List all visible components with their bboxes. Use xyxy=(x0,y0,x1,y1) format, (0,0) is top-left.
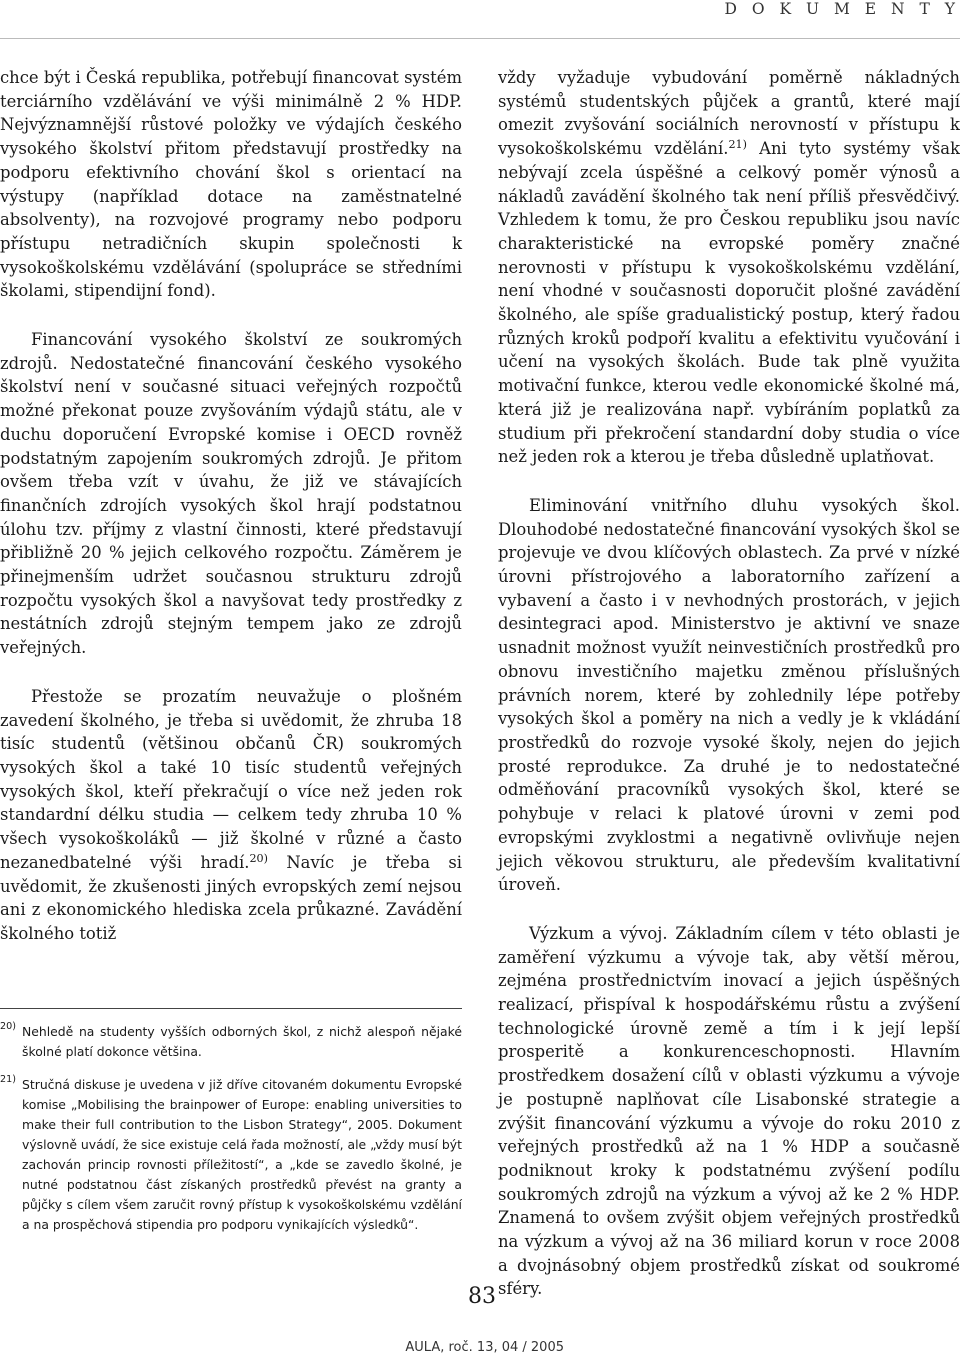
footnote-text: Nehledě na studenty vyšších odborných škol, z nichž alespoň nějaké školné platí dokonce většina. xyxy=(22,1024,462,1059)
left-paragraph-3-text-a: Přestože se prozatím neuvažuje o plošném zavedení školného, je třeba si uvědomit, že zhruba 18 tisíc studentů (většinou občanů ČR) soukromých vysokých škol a také 10 tisíc studentů veřejných vysokých škol, kteří překračují o více než jeden rok standardní délku studia — celkem tedy zhruba 10 % všech vysokoškoláků — již školné v různé a často nezanedbatelné výši hradí. xyxy=(0,686,462,872)
footnote-ref-21: 21) xyxy=(728,138,747,152)
footnote-mark: 21) xyxy=(0,1074,16,1085)
footnote-21 xyxy=(0,1075,462,1235)
footnotes xyxy=(0,1022,462,1248)
left-paragraph-1: chce být i Česká republika, potřebují financovat systém terciárního vzdělávání ve výši minimálně 2 % HDP. Nejvýznamnější růstové položky ve výdajích českého vysokého školství přitom představují prostředky na podporu efektivního chování škol s orientací na výstupy (například dotace na zaměstnatelné absolventy), na rozvojové programy nebo podporu přístupu netradičních skupin společnosti k vysokoškolskému vzdělávání (spolupráce se středními školami, stipendijní fond). xyxy=(0,68,462,301)
section-header: D O K U M E N T Y xyxy=(724,0,960,18)
right-paragraph-1-text-b: Ani tyto systémy však nebývají zcela úspěšné a celkový poměr výnosů a nákladů zavádění školného tak není příliš přesvědčivý. Vzhledem k tomu, že pro Českou republiku jsou navíc charakteristické na evropské poměry značné nerovnosti v přístupu k vysokoškolskému vzdělání, není vhodné v současnosti doporučit plošné zavádění školného, ale spíše gradualistický postup, který řadou různých kroků podpoří kvalitu a efektivitu vyučování i učení na vysokých školách. Bude tak plně využita motivační funkce, kterou vedle ekonomické školné má, která již je realizována např. vybíráním poplatků za studium při překročení standardní doby studia o více než jeden rok a kterou je třeba důsledně uplatňovat. xyxy=(498,139,960,467)
footnote-text: Stručná diskuse je uvedena v již dříve citovaném dokumentu Evropské komise „Mobilising the brainpower of Europe: enabling universities to make their full contribution to the Lisbon Strategy“, 2005. Dokument výslovně uvádí, že sice existuje celá řada možností, ale „vždy musí být zachován princip rovnosti příležitostí“, a „kde se zavedlo školné, je nutné podstatnou část získaných prostředků převést na granty a půjčky s cílem všem zaručit rovný přístup k vysokoškolskému vzdělání a na prospěchová stipendia pro podporu vynikajících výsledků“. xyxy=(22,1077,462,1232)
page-number: 83 xyxy=(468,1284,496,1309)
left-paragraph-3-text-b: Navíc je třeba si uvědomit, že zkušenosti jiných evropských zemí nejsou ani z ekonomického hlediska zcela průkazné. Zavádění školného totiž xyxy=(0,852,462,943)
right-paragraph-3: Výzkum a vývoj. Základním cílem v této oblasti je zaměření výzkumu a vývoje tak, aby větší měrou, zejména prostřednictvím inovací a jejich úspěšných realizací, přispíval k hospodářskému růstu a zvýšení technologické úrovně země a tím i k její lepší prosperitě a konkurenceschopnosti. Hlavním prostředkem dosažení cílů v oblasti výzkumu a vývoje je postupně naplňovat cíle Lisabonské strategie a zvýšit financování výzkumu a vývoje do roku 2010 z veřejných prostředků až na 1 % HDP a současně podniknout kroky k podstatnému zvýšení podílu soukromých zdrojů na výzkum a vývoj až ke 2 % HDP. Znamená to ovšem zvýšit objem veřejných prostředků na výzkum a vývoj až na 36 miliard korun v roce 2008 a dvojnásobný objem prostředků získat od soukromé sféry. xyxy=(498,923,960,1299)
issue-info: AULA, roč. 13, 04 / 2005 xyxy=(405,1340,564,1355)
right-paragraph-1-text-a: vždy vyžaduje vybudování poměrně nákladných systémů studentských půjček a grantů, které mají omezit zvyšování sociálních nerovností v přístupu k vysokoškolskému vzdělání. xyxy=(498,68,960,159)
footnote-mark: 20) xyxy=(0,1021,16,1032)
left-paragraph-3 xyxy=(0,685,462,946)
footnote-20 xyxy=(0,1022,462,1062)
right-paragraph-1 xyxy=(498,66,960,469)
footnote-rule xyxy=(0,1008,462,1009)
footnote-ref-20: 20) xyxy=(249,852,268,865)
left-column xyxy=(0,66,462,946)
left-paragraph-2: Financování vysokého školství ze soukromých zdrojů. Nedostatečné financování českého vysokého školství není v současné situaci veřejných rozpočtů možné překonat pouze zvyšováním výdajů státu, ale v duchu doporučení Evropské komise i OECD rovněž podstatným zapojením soukromých zdrojů. Je přitom ovšem třeba vzít v úvahu, že již ve stávajících finančních zdrojích vysokých škol hrají podstatnou úlohu tzv. příjmy z vlastní činnosti, které představují přibližně 20 % jejich celkového rozpočtu. Záměrem je přinejmenším udržet současnou strukturu zdrojů rozpočtu vysokých škol a navyšovat tedy prostředky z nestátních zdrojů stejným tempem jako ze zdrojů veřejných. xyxy=(0,330,462,658)
header-rule xyxy=(0,38,960,39)
right-paragraph-2: Eliminování vnitřního dluhu vysokých škol. Dlouhodobé nedostatečné financování vysokých škol se projevuje ve dvou klíčových oblastech. Za prvé v nízké úrovni přístrojového a laboratorního zařízení a vybavení a často i v nevhodných prostorách, v jejich desintegraci apod. Ministerstvo je aktivní ve snaze usnadnit možnost využít neinvestičních prostředků pro obnovu investičního majetku změnou příslušných právních norem, které by zohlednily lépe potřeby vysokých škol a poměry na nich a vedly je k vkládání prostředků do rozvoje vysoké školy, nejen do jejich prosté reprodukce. Za druhé je to nedostatečné odměňování pracovníků vysokých škol, které se pohybuje v relaci k platové úrovni v zemi pod evropskými zvyklostmi a negativně ovlivňuje nejen jejich věkovou strukturu, ale především kvalitativní úroveň. xyxy=(498,495,960,895)
right-column xyxy=(498,66,960,1301)
